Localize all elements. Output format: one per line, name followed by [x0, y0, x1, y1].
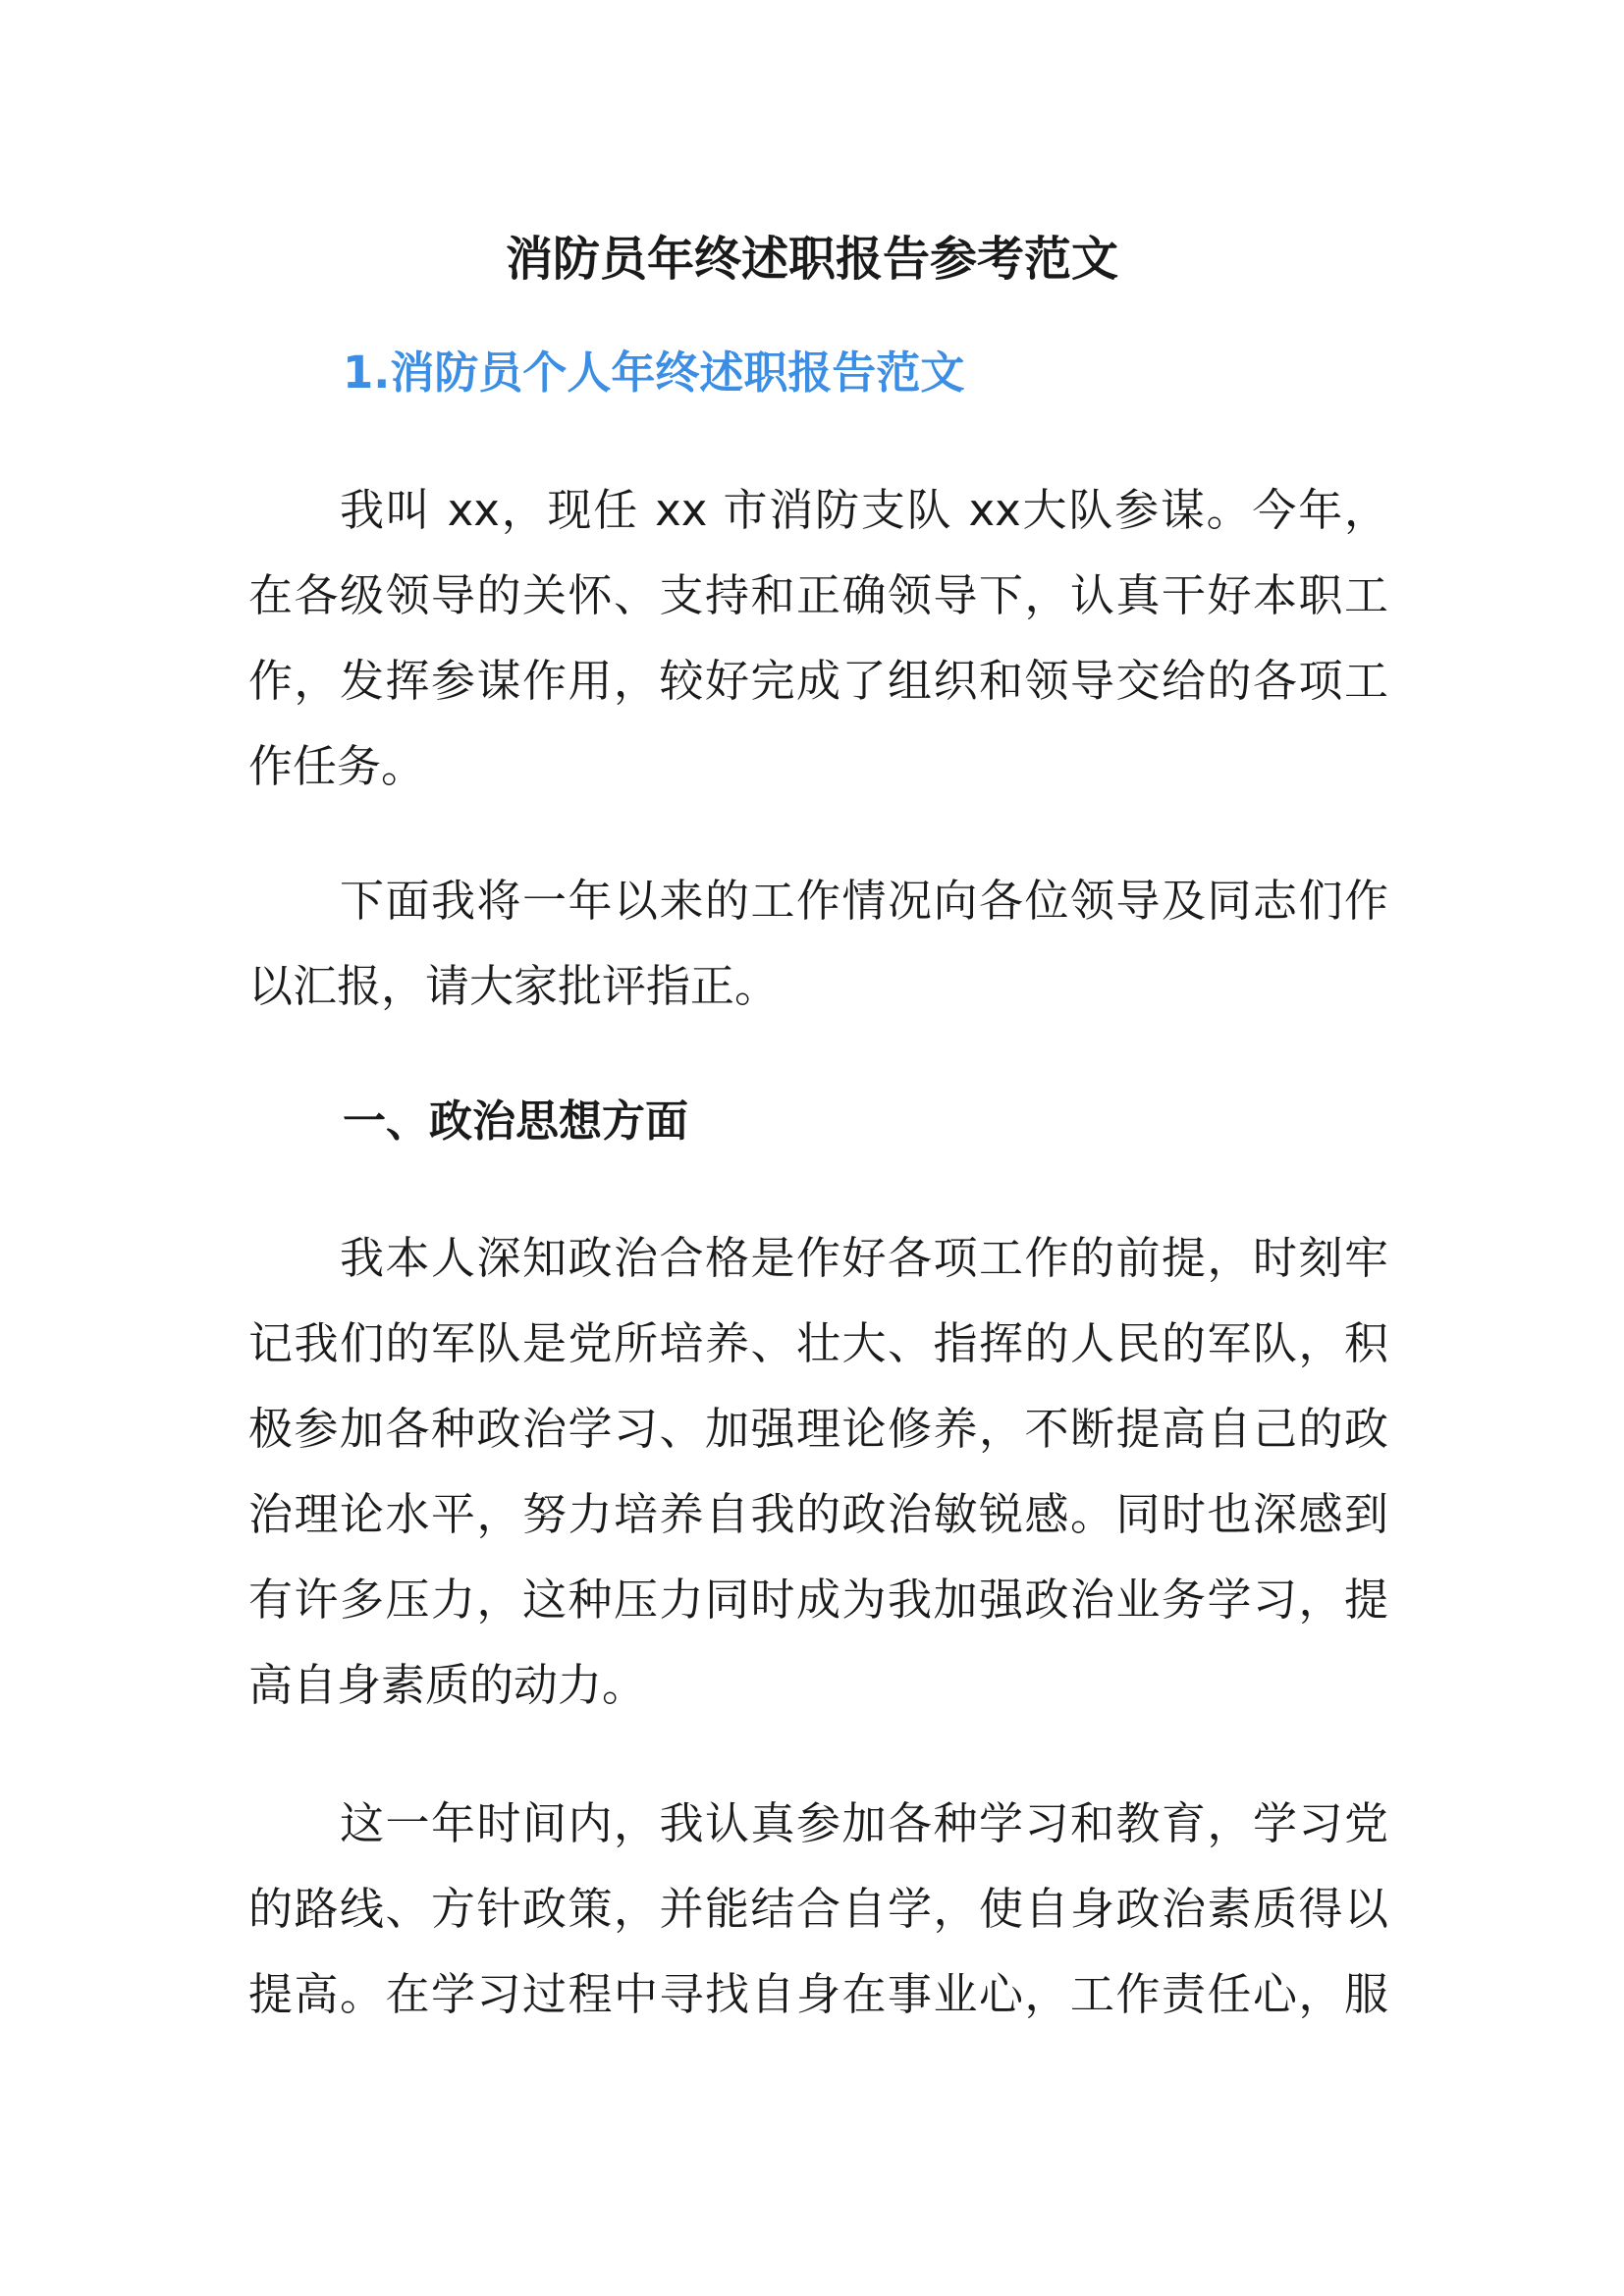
- text-line: 在各级领导的关怀、支持和正确领导下，认真干好本职工: [248, 569, 1388, 621]
- text-line: 有许多压力，这种压力同时成为我加强政治业务学习，提: [248, 1574, 1388, 1626]
- text-line: 我本人深知政治合格是作好各项工作的前提，时刻牢: [340, 1232, 1388, 1284]
- text-line: 高自身素质的动力。: [248, 1659, 647, 1711]
- text-line: 提高。在学习过程中寻找自身在事业心，工作责任心，服: [248, 1968, 1388, 2020]
- text-line: 以汇报，请大家批评指正。: [248, 960, 780, 1012]
- text-line: 下面我将一年以来的工作情况向各位领导及同志们作: [340, 875, 1388, 927]
- paragraph-1: [248, 467, 1388, 809]
- text-line: 的路线、方针政策，并能结合自学，使自身政治素质得以: [248, 1883, 1388, 1935]
- text-line: 我叫 xx，现任 xx 市消防支队 xx大队参谋。今年，: [340, 484, 1388, 536]
- document-title: 消防员年终述职报告参考范文: [505, 232, 1118, 287]
- text-line: 记我们的军队是党所培养、壮大、指挥的人民的军队，积: [248, 1317, 1388, 1369]
- text-line: 极参加各种政治学习、加强理论修养，不断提高自己的政: [248, 1403, 1388, 1455]
- text-line: 治理论水平，努力培养自我的政治敏锐感。同时也深感到: [248, 1488, 1388, 1540]
- paragraph-3: [248, 1215, 1388, 1728]
- subheading: 一、政治思想方面: [343, 1096, 688, 1147]
- text-line: 作，发挥参谋作用，较好完成了组织和领导交给的各项工: [248, 655, 1388, 707]
- paragraph-4: [248, 1781, 1388, 2037]
- section-heading: 1.消防员个人年终述职报告范文: [343, 347, 965, 399]
- paragraph-2: [248, 858, 1388, 1029]
- text-line: 这一年时间内，我认真参加各种学习和教育，学习党: [340, 1797, 1388, 1849]
- text-line: 作任务。: [248, 740, 426, 792]
